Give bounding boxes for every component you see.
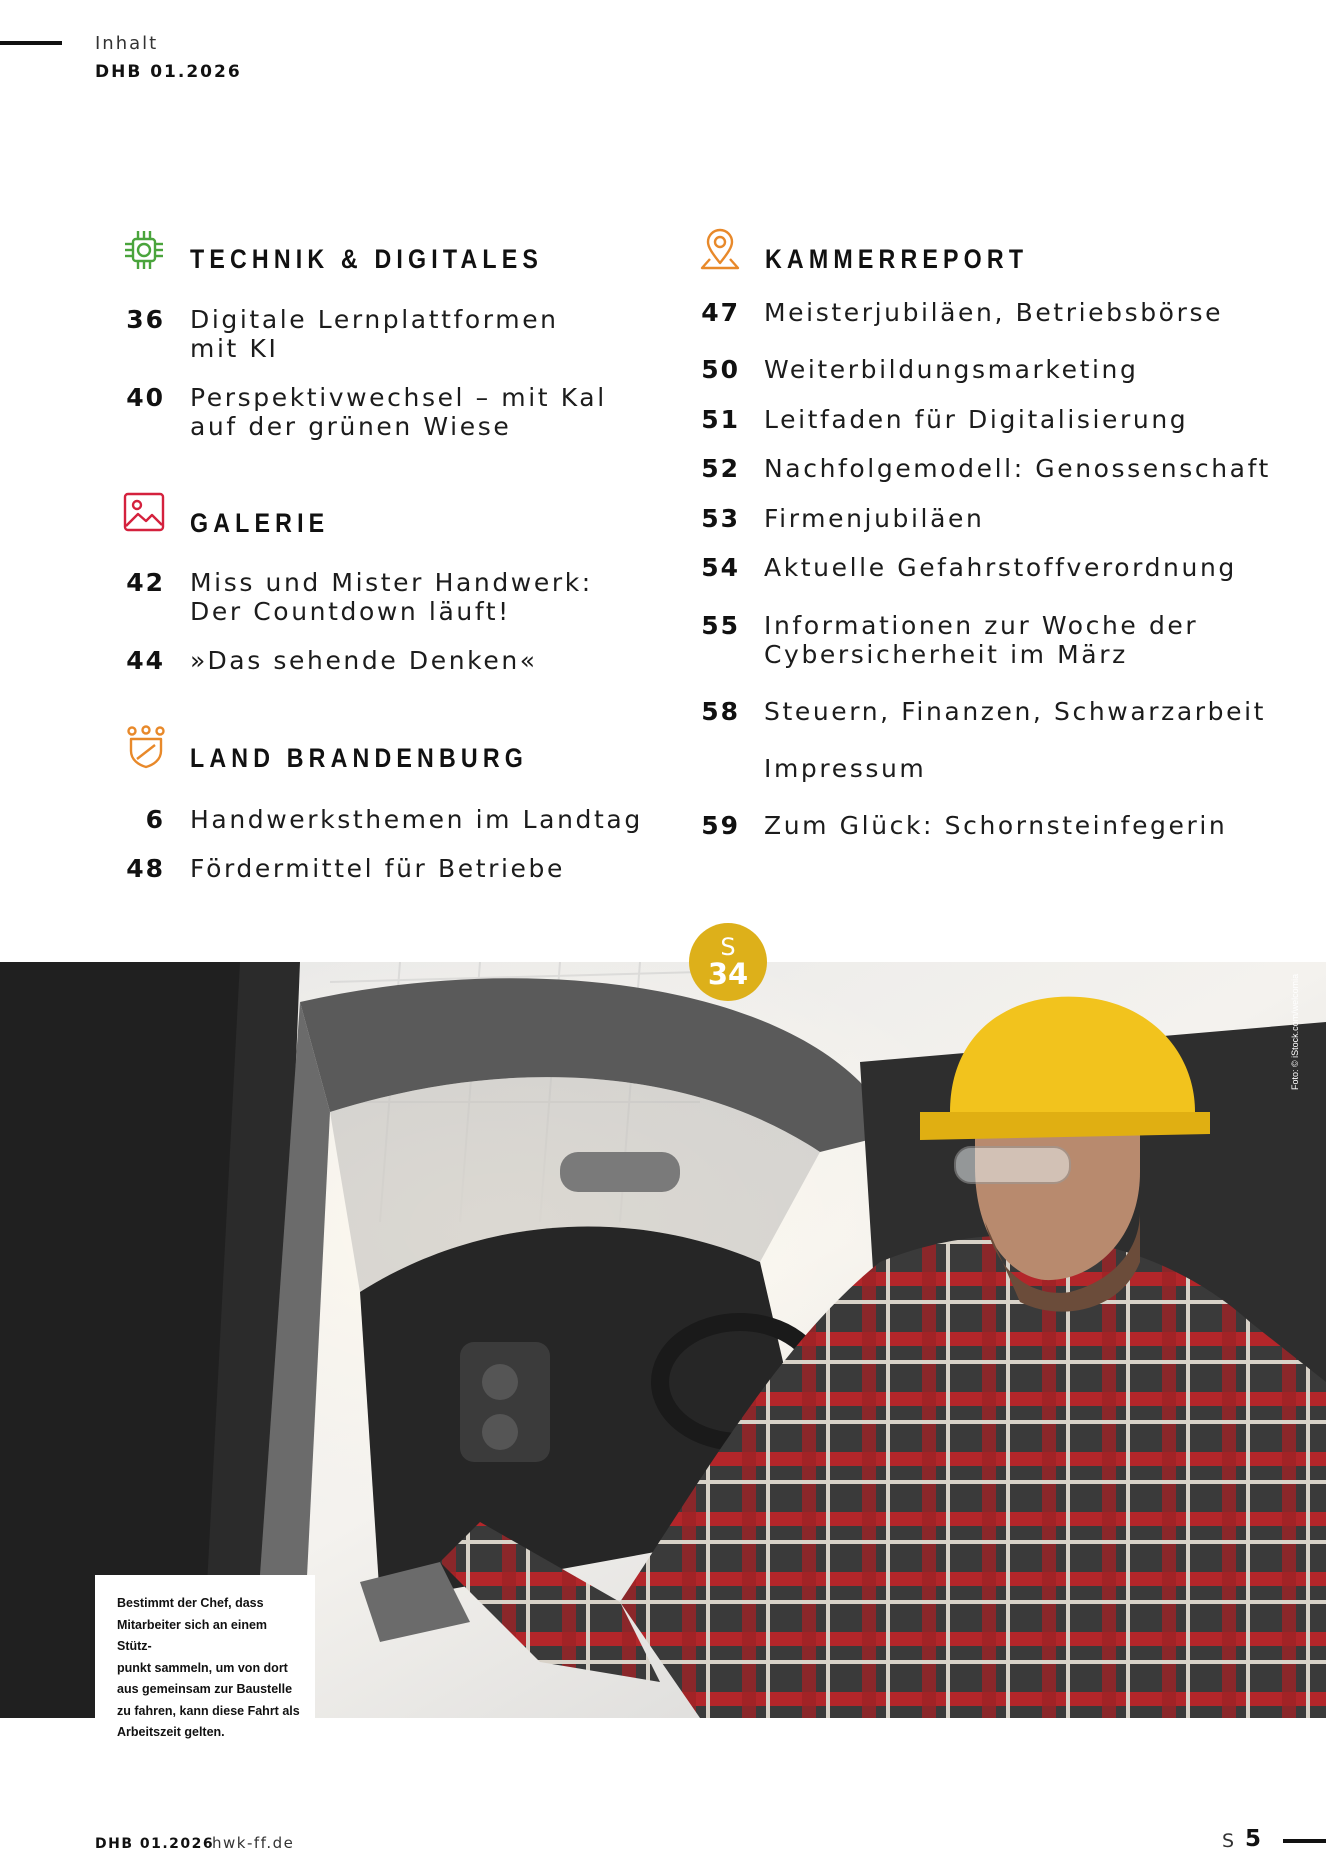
footer-url[interactable]: hwk-ff.de bbox=[212, 1834, 295, 1852]
footer-page-number: 5 bbox=[1245, 1826, 1262, 1852]
toc-title: Steuern, Finanzen, Schwarzarbeit bbox=[764, 697, 1267, 726]
toc-page-number: 53 bbox=[701, 504, 740, 533]
toc-entry[interactable] bbox=[688, 553, 1237, 582]
toc-page-number: 50 bbox=[701, 355, 740, 384]
toc-title: »Das sehende Denken« bbox=[190, 646, 538, 675]
footer-rule bbox=[1283, 1839, 1326, 1843]
section-title-technik: TECHNIK & DIGITALES bbox=[190, 244, 544, 274]
section-title-kammer: KAMMERREPORT bbox=[765, 244, 1029, 274]
toc-page-number: 40 bbox=[126, 383, 165, 412]
footer-issue: DHB 01.2026 bbox=[95, 1836, 215, 1852]
toc-title: Miss und Mister Handwerk: Der Countdown läuft! bbox=[190, 568, 593, 626]
toc-title: Perspektivwechsel – mit Kal auf der grünen Wiese bbox=[190, 383, 607, 441]
photo-credit: Foto: © iStock.com/welcomia bbox=[1290, 973, 1300, 1090]
toc-title: Meisterjubiläen, Betriebsbörse bbox=[764, 298, 1224, 327]
toc-page-number: 52 bbox=[701, 454, 740, 483]
toc-entry[interactable] bbox=[95, 854, 565, 883]
toc-page-number: 51 bbox=[701, 405, 740, 434]
toc-entry[interactable] bbox=[95, 646, 538, 675]
toc-entry[interactable] bbox=[688, 611, 1198, 669]
toc-title: Handwerksthemen im Landtag bbox=[190, 805, 643, 834]
toc-title: Informationen zur Woche der Cybersicherheit im März bbox=[764, 611, 1199, 669]
header-issue: DHB 01.2026 bbox=[95, 62, 242, 82]
toc-title: Nachfolgemodell: Genossenschaft bbox=[764, 454, 1271, 483]
chip-icon bbox=[122, 228, 166, 272]
toc-title: Digitale Lernplattformen mit KI bbox=[190, 305, 559, 363]
page-badge[interactable] bbox=[689, 923, 767, 1001]
picture-icon bbox=[122, 490, 166, 534]
toc-page-number: 55 bbox=[701, 611, 740, 640]
toc-title: Weiterbildungsmarketing bbox=[764, 355, 1139, 384]
section-title-brandenburg: LAND BRANDENBURG bbox=[190, 743, 528, 773]
toc-page-number: 48 bbox=[126, 854, 165, 883]
toc-entry[interactable] bbox=[688, 754, 926, 783]
photo-caption: Bestimmt der Chef, dass Mitarbeiter sich an einem Stütz- punkt sammeln, um von dort aus gemeinsam zur Baustelle zu fahren, kann diese Fahrt als Arbeitszeit gelten. bbox=[95, 1575, 315, 1718]
toc-page-number: 42 bbox=[126, 568, 165, 597]
toc-page-number: 47 bbox=[701, 298, 740, 327]
toc-entry[interactable] bbox=[95, 383, 607, 441]
header-section-label: Inhalt bbox=[95, 33, 159, 54]
badge-page-number: 34 bbox=[707, 957, 749, 991]
toc-entry[interactable] bbox=[688, 405, 1188, 434]
toc-entry[interactable] bbox=[688, 454, 1271, 483]
toc-entry[interactable] bbox=[95, 305, 559, 363]
toc-page-number: 36 bbox=[126, 305, 165, 334]
header-rule bbox=[0, 41, 62, 45]
toc-entry[interactable] bbox=[688, 697, 1266, 726]
toc-page-number: 58 bbox=[701, 697, 740, 726]
toc-entry[interactable] bbox=[688, 811, 1227, 840]
toc-page-number: 59 bbox=[701, 811, 740, 840]
toc-title: Leitfaden für Digitalisierung bbox=[764, 405, 1189, 434]
footer-page-prefix: S bbox=[1222, 1830, 1235, 1852]
toc-title: Zum Glück: Schornsteinfegerin bbox=[764, 811, 1228, 840]
toc-entry[interactable] bbox=[95, 805, 643, 834]
toc-title: Firmenjubiläen bbox=[764, 504, 985, 533]
toc-entry[interactable] bbox=[95, 568, 593, 626]
toc-entry[interactable] bbox=[688, 355, 1138, 384]
toc-page-number: 6 bbox=[145, 805, 165, 834]
toc-entry[interactable] bbox=[688, 504, 984, 533]
toc-page-number: 44 bbox=[126, 646, 165, 675]
toc-entry[interactable] bbox=[688, 298, 1223, 327]
badge-prefix: S bbox=[720, 933, 736, 961]
location-pin-icon bbox=[698, 228, 742, 272]
toc-title: Aktuelle Gefahrstoffverordnung bbox=[764, 553, 1237, 582]
section-title-galerie: GALERIE bbox=[190, 508, 330, 538]
toc-page-number: 54 bbox=[701, 553, 740, 582]
toc-title: Impressum bbox=[764, 754, 927, 783]
crest-icon bbox=[124, 725, 168, 769]
toc-title: Fördermittel für Betriebe bbox=[190, 854, 565, 883]
